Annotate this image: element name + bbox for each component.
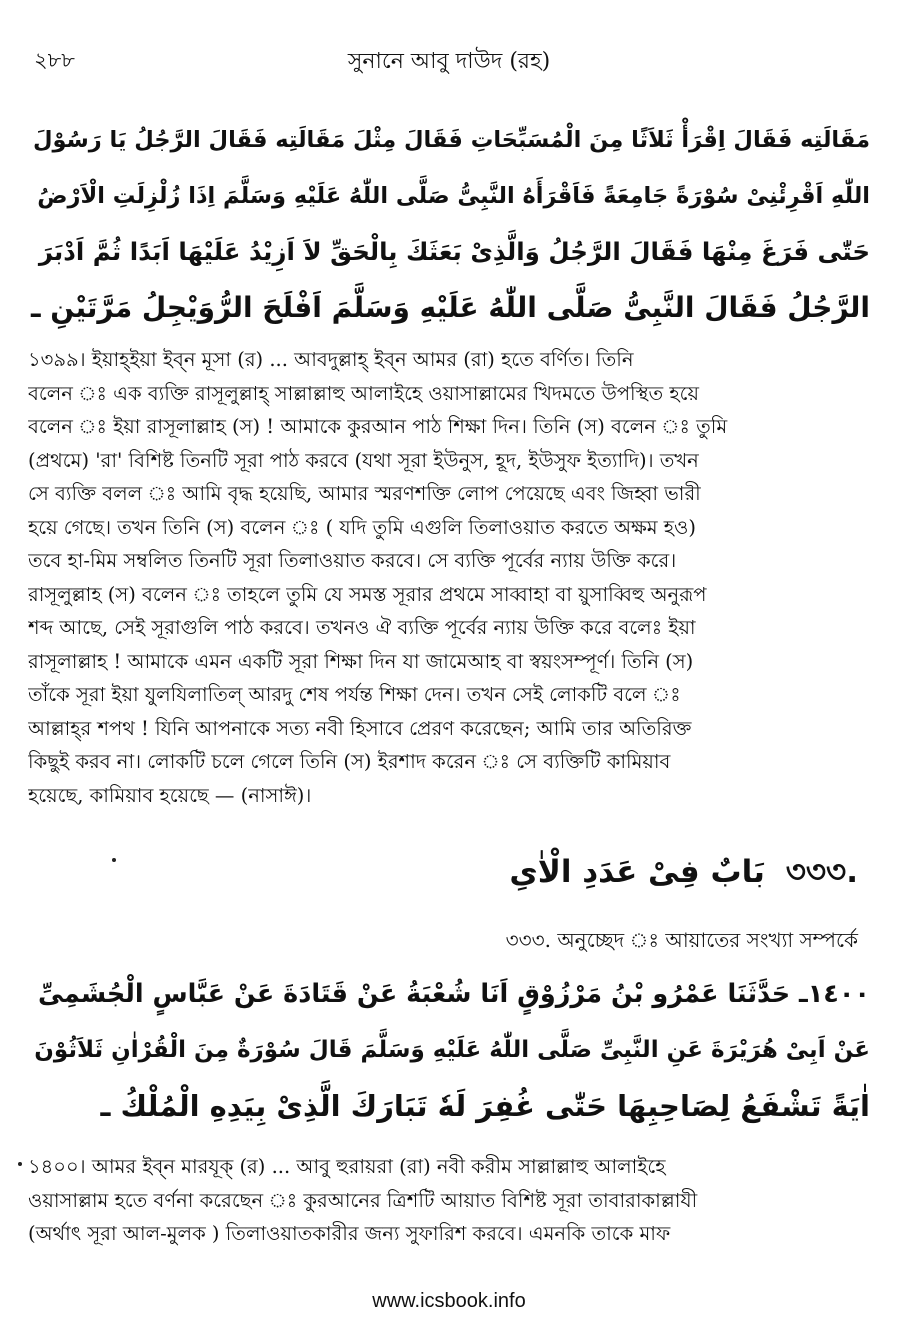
- arabic-text-1399: [28, 112, 870, 336]
- chapter-heading: [509, 848, 858, 900]
- chapter-number: ৩৩৩.: [785, 854, 858, 890]
- chapter-subheading: ৩৩৩. অনুচ্ছেদ ঃ আয়াতের সংখ্যা সম্পর্কে: [505, 928, 858, 952]
- bengali-line: ১৪০০। আমর ইব্‌ন মারযূক্‌ (র) ... আবু হুরায়রা (রা) নবী করীম সাল্লাল্লাহু আলাইহে: [28, 1155, 666, 1178]
- stray-dot: [18, 1162, 22, 1166]
- bengali-line: (প্রথমে) 'রা' বিশিষ্ট তিনটি সূরা পাঠ করবে (যথা সূরা ইউনুস, হূদ, ইউসুফ ইত্যাদি)। তখন: [28, 448, 699, 472]
- bengali-translation-1399: [28, 343, 870, 812]
- arabic-line: اللّٰهِ اَقْرِئْنِىْ سُوْرَةً جَامِعَةً فَاَقْرَأَهُ النَّبِىُّ صَلَّى اللّٰهُ عَلَيْهِ وَسَلَّمَ اِذَا زُلْزِلَتِ الْاَرْضُ: [37, 183, 870, 209]
- arabic-line: الرَّجُلُ فَقَالَ النَّبِىُّ صَلَّى اللّٰهُ عَلَيْهِ وَسَلَّمَ اَفْلَحَ الرُّوَيْجِلُ مَرَّتَيْنِ ـ: [30, 291, 870, 324]
- bengali-line: ১৩৯৯। ইয়াহ্ইয়া ইব্‌ন মূসা (র) ... আবদুল্লাহ্‌ ইব্‌ন আমর (রা) হতে বর্ণিত। তিনি: [28, 348, 634, 371]
- running-title: সুনানে আবু দাউদ (রহ): [347, 49, 551, 74]
- arabic-line: حَتّٰى فَرَغَ مِنْهَا فَقَالَ الرَّجُلُ وَالَّذِىْ بَعَثَكَ بِالْحَقِّ لاَ اَزِيْدُ عَلَيْهَا اَبَدًا ثُمَّ اَدْبَرَ: [38, 237, 870, 266]
- bengali-line: বলেন ঃ ইয়া রাসূলাল্লাহ (স) ! আমাকে কুরআন পাঠ শিক্ষা দিন। তিনি (স) বলেন ঃ তুমি: [28, 415, 728, 438]
- bengali-line: বলেন ঃ এক ব্যক্তি রাসূলুল্লাহ্‌ সাল্লাল্লাহু আলাইহে ওয়াসাল্লামের খিদমতে উপস্থিত হয়ে: [28, 381, 699, 405]
- bengali-line: হয়েছে, কামিয়াব হয়েছে — (নাসাঈ)।: [28, 783, 312, 807]
- stray-dot: [112, 858, 116, 862]
- bengali-line: (অর্থাৎ সূরা আল-মুলক ) তিলাওয়াতকারীর জন্য সুফারিশ করবে। এমনকি তাকে মাফ: [28, 1222, 671, 1245]
- chapter-arabic-title: بَابٌ فِىْ عَدَدِ الْاٰىِ: [509, 854, 765, 890]
- footer-url: www.icsbook.info: [372, 1290, 526, 1312]
- bengali-translation-1400: [28, 1150, 870, 1251]
- bengali-line: হয়ে গেছে। তখন তিনি (স) বলেন ঃ ( যদি তুমি এগুলি তিলাওয়াত করতে অক্ষম হও): [28, 515, 696, 539]
- page-number: ২৮৮: [34, 48, 75, 72]
- arabic-line: مَقَالَتِه فَقَالَ اِقْرَأْ ثَلاَثًا مِنَ الْمُسَبِّحَاتِ فَقَالَ مِثْلَ مَقَالَتِه فَقَالَ الرَّجُلُ يَا رَسُوْلَ: [32, 127, 870, 153]
- bengali-line: রাসূলাল্লাহ ! আমাকে এমন একটি সূরা শিক্ষা দিন যা জামেআহ বা স্বয়ংসম্পূর্ণ। তিনি (স): [28, 649, 694, 673]
- arabic-line: عَنْ اَبِىْ هُرَيْرَةَ عَنِ النَّبِىِّ صَلَّى اللّٰهُ عَلَيْهِ وَسَلَّمَ قَالَ سُوْرَةٌ مِنَ الْقُرْاٰنِ ثَلاَثُوْنَ: [34, 1037, 870, 1063]
- arabic-text-1400: [28, 966, 870, 1134]
- arabic-line: اٰيَةً تَشْفَعُ لِصَاحِبِهَا حَتّٰى غُفِرَ لَهٗ تَبَارَكَ الَّذِىْ بِيَدِهِ الْمُلْكُ ـ: [100, 1089, 870, 1123]
- bengali-line: তবে হা-মিম সম্বলিত তিনটি সূরা তিলাওয়াত করবে। সে ব্যক্তি পূর্বের ন্যায় উক্তি করে।: [28, 549, 677, 572]
- bengali-line: সে ব্যক্তি বলল ঃ আমি বৃদ্ধ হয়েছি, আমার স্মরণশক্তি লোপ পেয়েছে এবং জিহ্বা ভারী: [28, 482, 701, 505]
- bengali-line: শব্দ আছে, সেই সূরাগুলি পাঠ করবে। তখনও ঐ ব্যক্তি পূর্বের ন্যায় উক্তি করে বলেঃ ইয়া: [28, 616, 696, 639]
- bengali-line: রাসূলুল্লাহ (স) বলেন ঃ তাহলে তুমি যে সমস্ত সূরার প্রথমে সাব্বাহা বা য়ুসাব্বিহু অনুরূপ: [28, 582, 707, 606]
- bengali-line: ওয়াসাল্লাম হতে বর্ণনা করেছেন ঃ কুরআনের ত্রিশটি আয়াত বিশিষ্ট সূরা তাবারাকাল্লাযী: [28, 1188, 698, 1212]
- bengali-line: তাঁকে সূরা ইয়া যুলযিলাতিল্‌ আরদু শেষ পর্যন্ত শিক্ষা দেন। তখন সেই লোকটি বলে ঃ: [28, 683, 681, 706]
- bengali-line: কিছুই করব না। লোকটি চলে গেলে তিনি (স) ইরশাদ করেন ঃ সে ব্যক্তিটি কামিয়াব: [28, 750, 671, 773]
- bengali-line: আল্লাহ্‌র শপথ ! যিনি আপনাকে সত্য নবী হিসাবে প্রেরণ করেছেন; আমি তার অতিরিক্ত: [28, 716, 692, 740]
- arabic-line: ١٤٠٠ـ حَدَّثَنَا عَمْرُو بْنُ مَرْزُوْقٍ اَنَا شُعْبَةُ عَنْ قَتَادَةَ عَنْ عَبَّاسٍ الْجُشَمِىِّ: [38, 979, 870, 1009]
